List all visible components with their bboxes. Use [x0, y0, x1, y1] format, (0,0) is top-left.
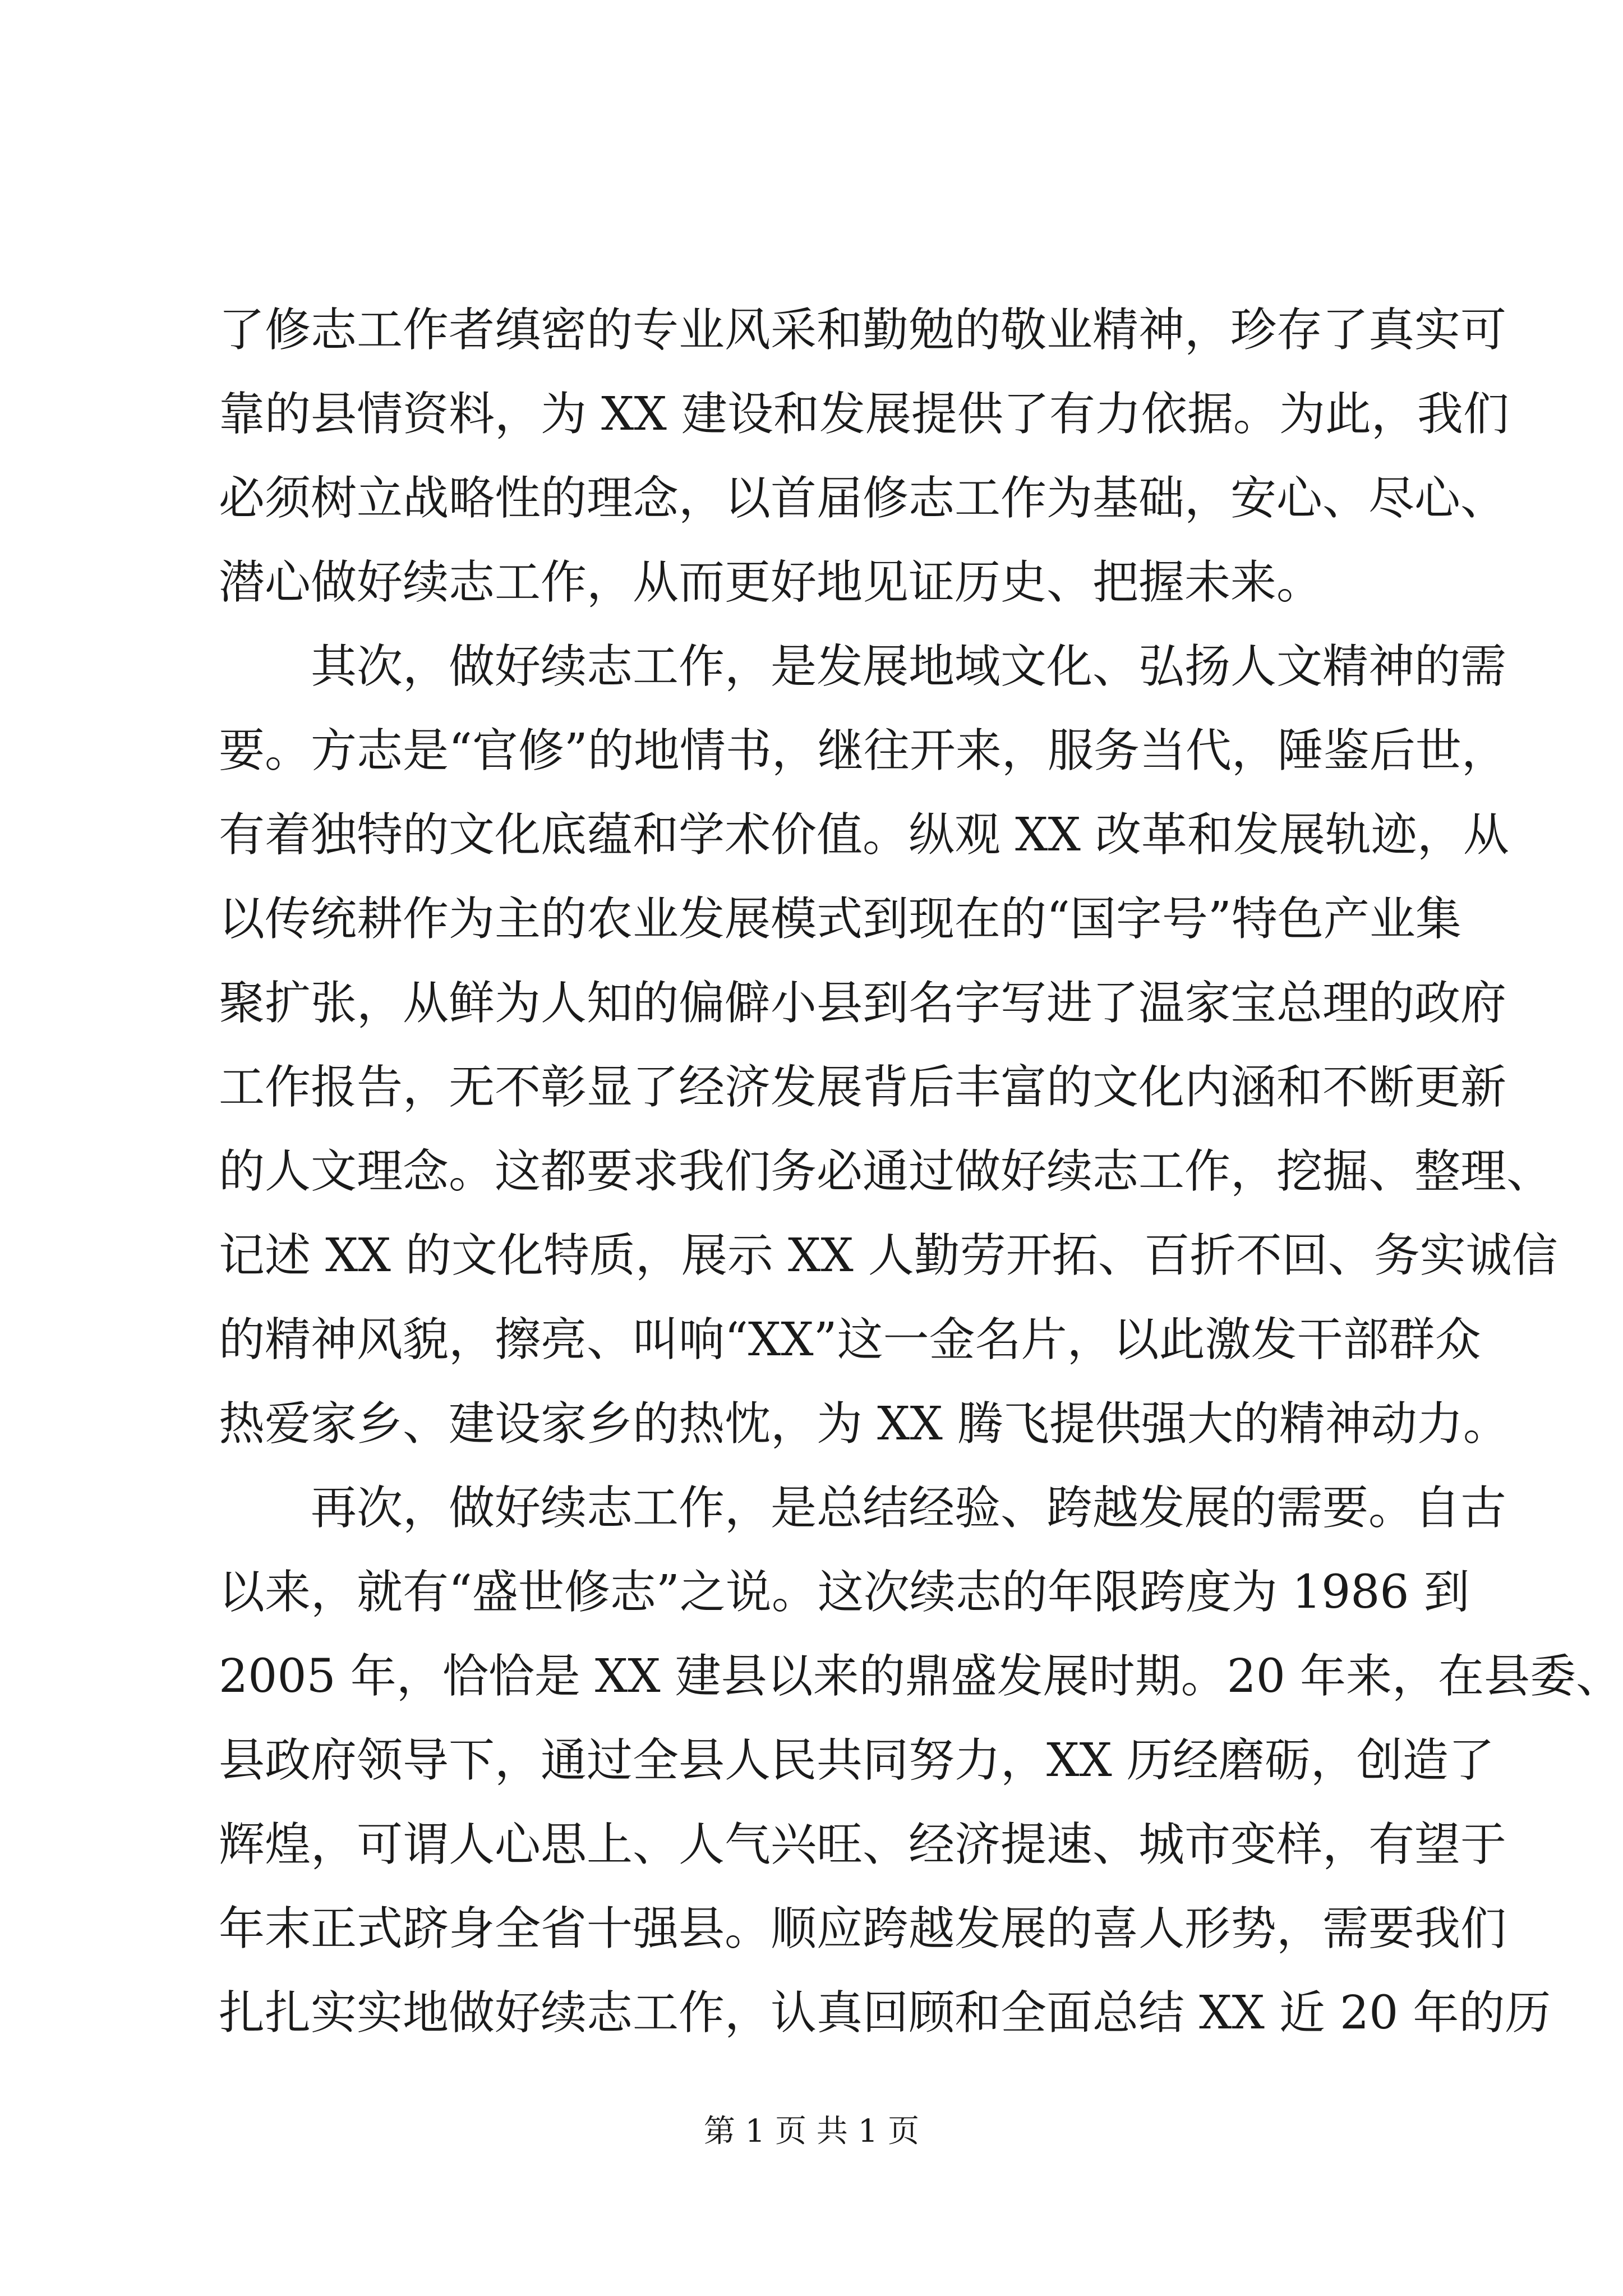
text-line: 潜心做好续志工作，从而更好地见证历史、把握未来。 [219, 556, 1323, 609]
text-line: 年末正式跻身全省十强县。顺应跨越发展的喜人形势，需要我们 [219, 1902, 1507, 1955]
text-line: 必须树立战略性的理念，以首届修志工作为基础，安心、尽心、 [219, 472, 1507, 525]
page-footer: 第 1 页 共 1 页 [703, 2113, 920, 2150]
text-line: 扎扎实实地做好续志工作，认真回顾和全面总结 XX 近 20 年的历 [219, 1986, 1551, 2040]
text-line: 靠的县情资料，为 XX 建设和发展提供了有力依据。为此，我们 [219, 388, 1509, 441]
text-line: 以来，就有“盛世修志”之说。这次续志的年限跨度为 1986 到 [219, 1566, 1470, 1619]
text-line: 2005 年，恰恰是 XX 建县以来的鼎盛发展时期。20 年来，在县委、 [219, 1650, 1622, 1703]
text-line: 以传统耕作为主的农业发展模式到现在的“国字号”特色产业集 [219, 892, 1461, 946]
text-line: 要。方志是“官修”的地情书，继往开来，服务当代，陲鉴后世， [219, 724, 1507, 777]
paragraph-start-line: 其次，做好续志工作，是发展地域文化、弘扬人文精神的需 [311, 640, 1507, 693]
text-line: 记述 XX 的文化特质，展示 XX 人勤劳开拓、百折不回、务实诚信 [219, 1229, 1558, 1282]
text-line: 的人文理念。这都要求我们务必通过做好续志工作，挖掘、整理、 [219, 1145, 1553, 1198]
text-line: 工作报告，无不彰显了经济发展背后丰富的文化内涵和不断更新 [219, 1061, 1507, 1114]
text-line: 热爱家乡、建设家乡的热忱，为 XX 腾飞提供强大的精神动力。 [219, 1397, 1509, 1451]
text-line: 的精神风貌，擦亮、叫响“XX”这一金名片，以此激发干部群众 [219, 1313, 1481, 1366]
text-line: 聚扩张，从鲜为人知的偏僻小县到名字写进了温家宝总理的政府 [219, 977, 1507, 1030]
document-body [219, 288, 1622, 2055]
text-line: 辉煌，可谓人心思上、人气兴旺、经济提速、城市变样，有望于 [219, 1818, 1507, 1871]
text-line: 了修志工作者缜密的专业风采和勤勉的敬业精神，珍存了真实可 [219, 303, 1507, 357]
paragraph-start-line: 再次，做好续志工作，是总结经验、跨越发展的需要。自古 [311, 1481, 1507, 1535]
text-line: 县政府领导下，通过全县人民共同努力，XX 历经磨砺，创造了 [219, 1734, 1495, 1787]
text-line: 有着独特的文化底蕴和学术价值。纵观 XX 改革和发展轨迹，从 [219, 808, 1509, 862]
